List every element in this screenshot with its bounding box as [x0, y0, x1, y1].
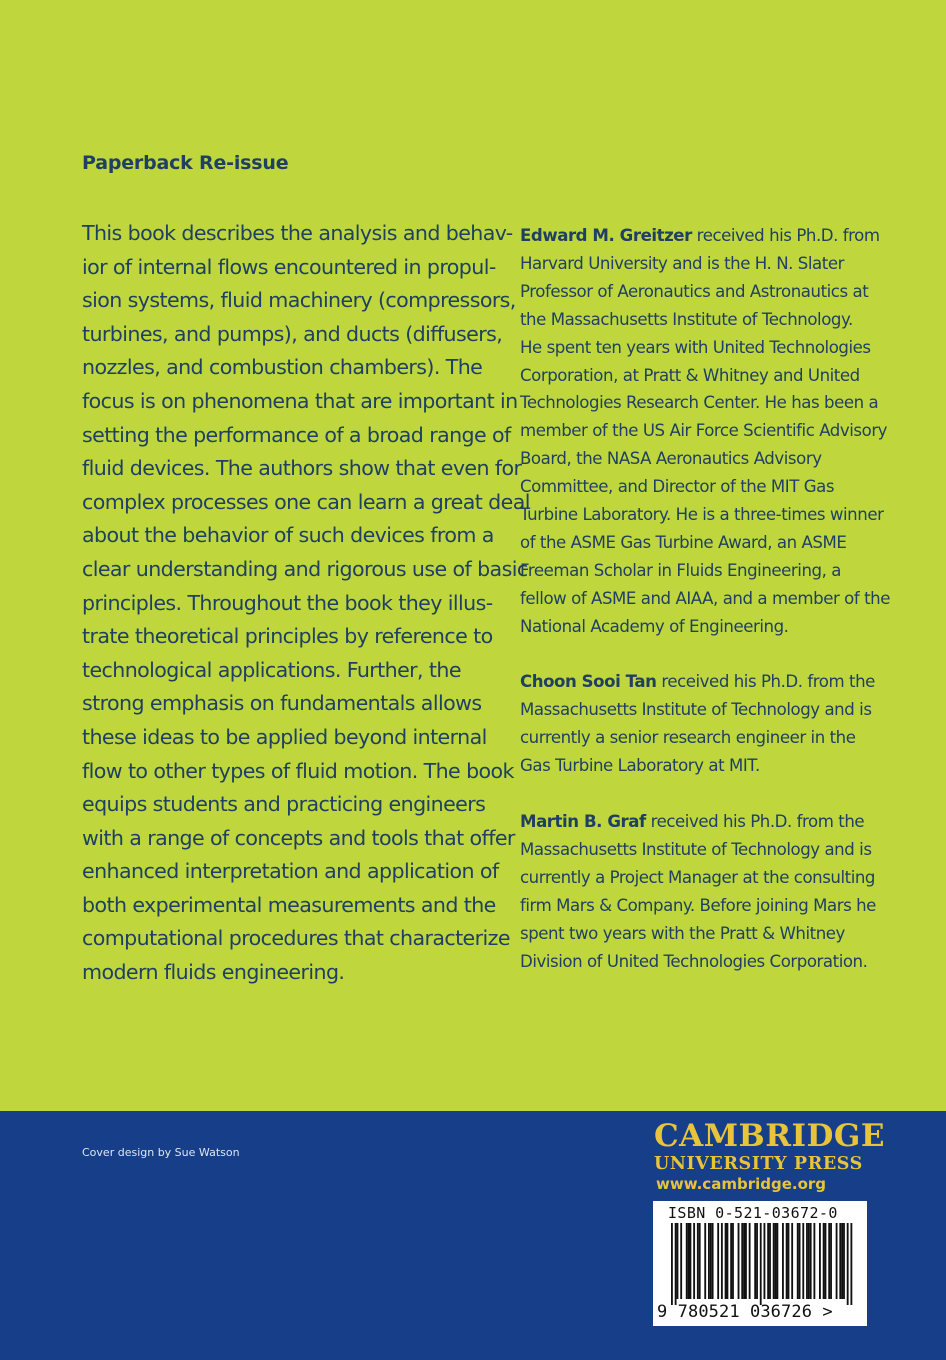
description-line: about the behavior of such devices from a	[82, 523, 494, 548]
publisher-logo	[654, 1118, 885, 1175]
book-description	[82, 217, 530, 990]
description-line: principles. Throughout the book they illus-	[82, 590, 493, 615]
description-line: computational procedures that characterize	[82, 926, 510, 951]
description-line: complex processes one can learn a great deal	[82, 489, 530, 514]
bio-line: member of the US Air Force Scientific Advisory	[520, 421, 888, 441]
barcode-bar	[697, 1223, 699, 1299]
barcode-bar	[810, 1223, 812, 1299]
bio-line: Gas Turbine Laboratory at MIT.	[520, 756, 760, 776]
barcode-bar	[756, 1223, 758, 1299]
barcode-bar	[688, 1223, 690, 1299]
author-bio-greitzer	[520, 222, 890, 641]
author-bios	[520, 222, 890, 1003]
description-line: these ideas to be applied beyond internal	[82, 724, 487, 749]
description-line: sion systems, fluid machinery (compressors,	[82, 288, 516, 313]
cover-credit: Cover design by Sue Watson	[82, 1146, 240, 1159]
ean-digits: 9 780521 036726 >	[657, 1302, 833, 1322]
barcode-bar	[727, 1223, 729, 1299]
bio-line: Technologies Research Center. He has been a	[520, 393, 879, 413]
barcode-bar	[693, 1223, 695, 1299]
barcode-bar	[830, 1223, 832, 1299]
barcode-bar	[686, 1223, 688, 1299]
barcode-bar	[745, 1223, 747, 1299]
barcode-bar	[730, 1223, 732, 1299]
bio-line: fellow of ASME and AIAA, and a member of the	[520, 588, 890, 608]
barcode-bar	[775, 1223, 777, 1299]
bio-line: Committee, and Director of the MIT Gas	[520, 477, 835, 497]
author-bio-graf	[520, 808, 880, 975]
barcode-bar	[743, 1223, 745, 1299]
description-line: turbines, and pumps), and ducts (diffusers,	[82, 321, 503, 346]
barcode-bar	[754, 1223, 756, 1299]
description-line: both experimental measurements and the	[82, 892, 496, 917]
barcode-bar	[767, 1223, 769, 1299]
bio-line: Division of United Technologies Corporation.	[520, 951, 868, 971]
barcode-box	[653, 1201, 867, 1326]
barcode-bar	[786, 1223, 788, 1299]
barcode-bar	[797, 1223, 799, 1299]
barcode-bar	[769, 1223, 771, 1299]
barcode-bar	[725, 1223, 727, 1299]
publisher-subname: UNIVERSITY PRESS	[654, 1154, 863, 1174]
bio-line: firm Mars & Company. Before joining Mars he	[520, 895, 876, 915]
barcode-bar	[773, 1223, 775, 1299]
description-line: nozzles, and combustion chambers). The	[82, 355, 483, 380]
bio-line: Corporation, at Pratt & Whitney and United	[520, 365, 860, 385]
bio-line: spent two years with the Pratt & Whitney	[520, 923, 845, 943]
author-bio-tan	[520, 668, 880, 780]
barcode-bar	[721, 1223, 723, 1299]
footer-band	[0, 1111, 946, 1360]
author-name: Martin B. Graf	[520, 812, 646, 831]
description-line: enhanced interpretation and application of	[82, 859, 499, 884]
barcode-bar	[741, 1223, 743, 1299]
bio-line: Board, the NASA Aeronautics Advisory	[520, 449, 822, 469]
description-line: fluid devices. The authors show that even for	[82, 456, 522, 481]
barcode-bar	[836, 1223, 838, 1299]
description-line: trate theoretical principles by reference to	[82, 624, 493, 649]
bio-line: Freeman Scholar in Fluids Engineering, a	[520, 560, 841, 580]
description-line: strong emphasis on fundamentals allows	[82, 691, 482, 716]
isbn-label: ISBN 0-521-03672-0	[668, 1204, 838, 1222]
bio-line: He spent ten years with United Technologies	[520, 337, 871, 357]
barcode-bar	[839, 1223, 841, 1299]
description-line: flow to other types of fluid motion. The book	[82, 758, 514, 783]
barcode-bar	[764, 1223, 766, 1299]
description-line: technological applications. Further, the	[82, 657, 461, 682]
barcode-bar	[717, 1223, 719, 1299]
subtitle: Paperback Re-issue	[82, 152, 289, 174]
barcode-bar	[776, 1223, 778, 1299]
barcode-bar	[788, 1223, 790, 1299]
barcode-bar	[847, 1223, 849, 1305]
barcode-bar	[799, 1223, 801, 1299]
barcode-bar	[708, 1223, 710, 1299]
description-line: focus is on phenomena that are important in	[82, 388, 518, 413]
barcode-bar	[825, 1223, 827, 1299]
bio-line: Massachusetts Institute of Technology and is	[520, 839, 872, 859]
bio-line: of the ASME Gas Turbine Award, an ASME	[520, 532, 847, 552]
barcode-bar	[850, 1223, 852, 1305]
description-line: modern fluids engineering.	[82, 960, 345, 985]
barcode-bar	[712, 1223, 714, 1299]
barcode-bar	[677, 1223, 679, 1299]
barcode-bar	[675, 1223, 677, 1305]
bio-line: currently a senior research engineer in the	[520, 728, 856, 748]
bio-line: Massachusetts Institute of Technology and is	[520, 700, 872, 720]
description-line: with a range of concepts and tools that offer	[82, 825, 515, 850]
description-line: ior of internal flows encountered in propul-	[82, 254, 496, 279]
bio-line: received his Ph.D. from the	[656, 672, 875, 692]
bio-line: Professor of Aeronautics and Astronautics at	[520, 281, 869, 301]
barcode-bar	[791, 1223, 793, 1299]
author-name: Edward M. Greitzer	[520, 226, 692, 245]
barcode-bar	[841, 1223, 843, 1299]
barcode-bar	[749, 1223, 751, 1299]
barcode-bar	[802, 1223, 804, 1299]
barcode-bar	[808, 1223, 810, 1299]
barcode-bar	[813, 1223, 815, 1299]
barcode-bar	[699, 1223, 701, 1299]
barcode-bar	[738, 1223, 740, 1299]
barcode-bar	[828, 1223, 830, 1299]
description-line: setting the performance of a broad range of	[82, 422, 511, 447]
barcode-bar	[732, 1223, 734, 1299]
publisher-website: www.cambridge.org	[656, 1175, 827, 1193]
barcode-bar	[823, 1223, 825, 1299]
bio-line: National Academy of Engineering.	[520, 616, 789, 636]
barcode-bar	[782, 1223, 784, 1299]
publisher-name: CAMBRIDGE	[654, 1118, 885, 1154]
description-line: clear understanding and rigorous use of basic	[82, 556, 528, 581]
bio-line: currently a Project Manager at the consulting	[520, 867, 876, 887]
barcode-bar	[671, 1223, 673, 1305]
barcode-bar	[760, 1223, 762, 1305]
author-name: Choon Sooi Tan	[520, 672, 657, 692]
barcode-bar	[680, 1223, 682, 1299]
description-line: equips students and practicing engineers	[82, 792, 486, 817]
description-line: This book describes the analysis and behav-	[82, 221, 513, 245]
bio-line: received his Ph.D. from the	[645, 812, 865, 831]
barcode-bar	[710, 1223, 712, 1299]
bio-line: Turbine Laboratory. He is a three-times winner	[520, 505, 884, 525]
barcode-bar	[819, 1223, 821, 1299]
barcode-bar	[690, 1223, 692, 1299]
bio-line: the Massachusetts Institute of Technology.	[520, 309, 853, 329]
bio-line: received his Ph.D. from	[691, 226, 880, 245]
barcode-bar	[843, 1223, 845, 1299]
barcode-bar	[806, 1223, 808, 1299]
barcode-bar	[704, 1223, 706, 1299]
bio-line: Harvard University and is the H. N. Slater	[520, 253, 844, 273]
